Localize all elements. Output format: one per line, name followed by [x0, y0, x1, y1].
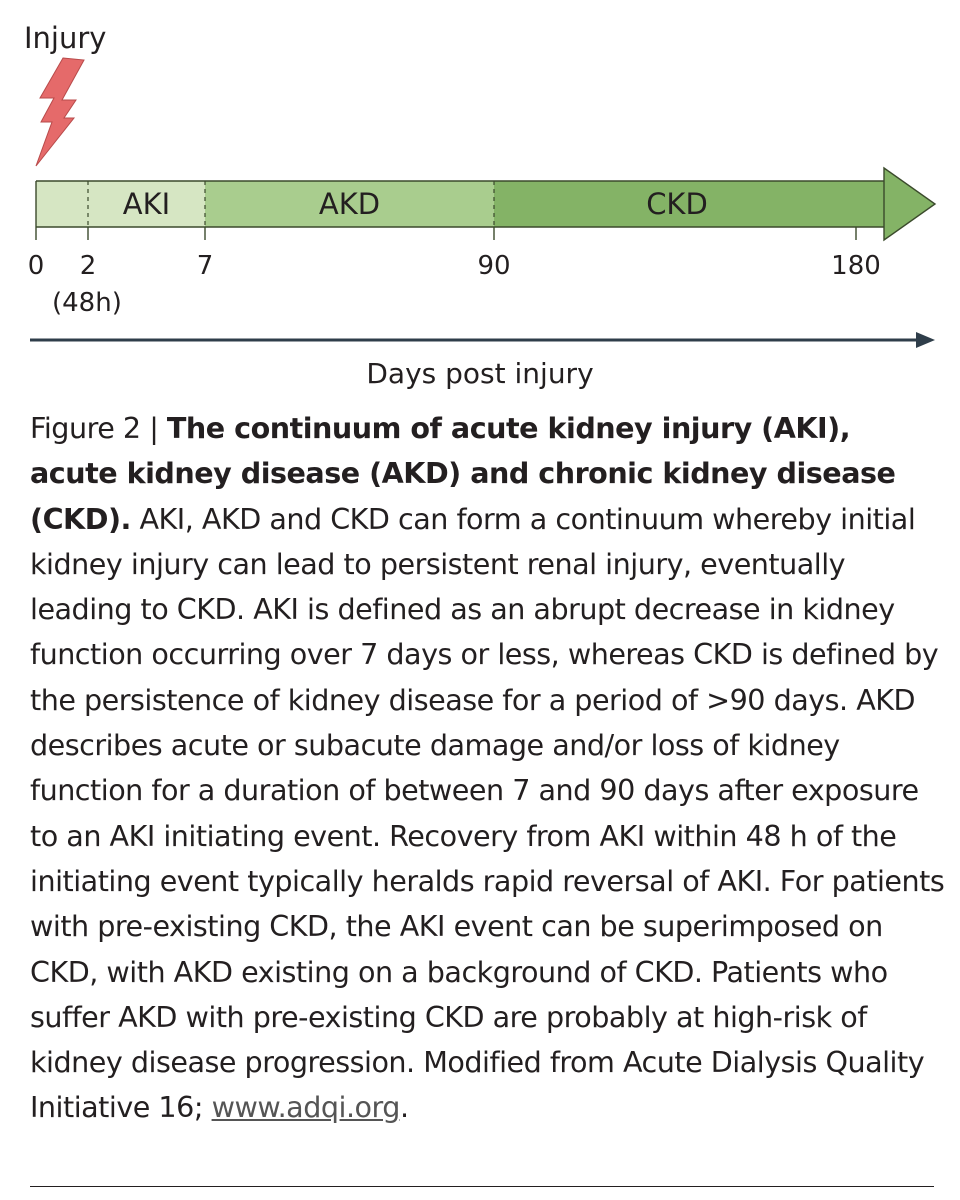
figure-title: The continuum of acute kidney injury (AKI), acute kidney disease (AKD) and chronic kidney disease (CKD). — [30, 411, 896, 536]
tick-label-day-7: 7 — [196, 251, 214, 281]
axis-label: Days post injury — [366, 357, 594, 390]
tick-marks — [36, 227, 856, 240]
phase-label-akd: AKD — [318, 187, 381, 221]
tick-label-day-90: 90 — [477, 251, 511, 281]
figure-caption — [30, 406, 945, 1131]
adqi-link[interactable]: www.adqi.org — [211, 1090, 400, 1125]
injury-label: Injury — [24, 21, 107, 55]
days-axis-arrow-icon — [916, 332, 935, 348]
figure-label: Figure 2 — [30, 411, 141, 445]
figure-separator: | — [149, 411, 159, 445]
lightning-bolt-icon — [36, 58, 84, 166]
bottom-rule — [30, 1186, 934, 1187]
figure-body: AKI, AKD and CKD can form a continuum whereby initial kidney injury can lead to persistent renal injury, eventually leading to CKD. AKI is defined as an abrupt decrease in kidney function occurring over 7 days or less, whereas CKD is defined by the persistence of kidney disease for a period of >90 days. AKD describes acute or subacute damage and/or loss of kidney function for a duration of between 7 and 90 days after exposure to an AKI initiating event. Recovery from AKI within 48 h of the initiating event typically heralds rapid reversal of AKI. For patients with pre-existing CKD, the AKI event can be superimposed on CKD, with AKD existing on a background of CKD. Patients who suffer AKD with pre-existing CKD are probably at high-risk of kidney disease progression. Modified from Acute Dialysis Quality Initiative 16; — [30, 501, 945, 1125]
tick-label-day-2: 2 — [79, 251, 97, 281]
caption-end-punct: . — [399, 1090, 409, 1125]
timeline-arrow-head — [884, 168, 935, 240]
tick-labels — [28, 251, 881, 281]
kidney-continuum-diagram — [0, 0, 960, 400]
phase-label-ckd: CKD — [646, 187, 708, 221]
tick-sublabel-48h: (48h) — [52, 288, 122, 318]
phase-band-aki — [36, 181, 205, 227]
tick-label-day-180: 180 — [831, 251, 881, 281]
tick-label-day-0: 0 — [27, 251, 45, 281]
phase-label-aki: AKI — [122, 187, 171, 221]
